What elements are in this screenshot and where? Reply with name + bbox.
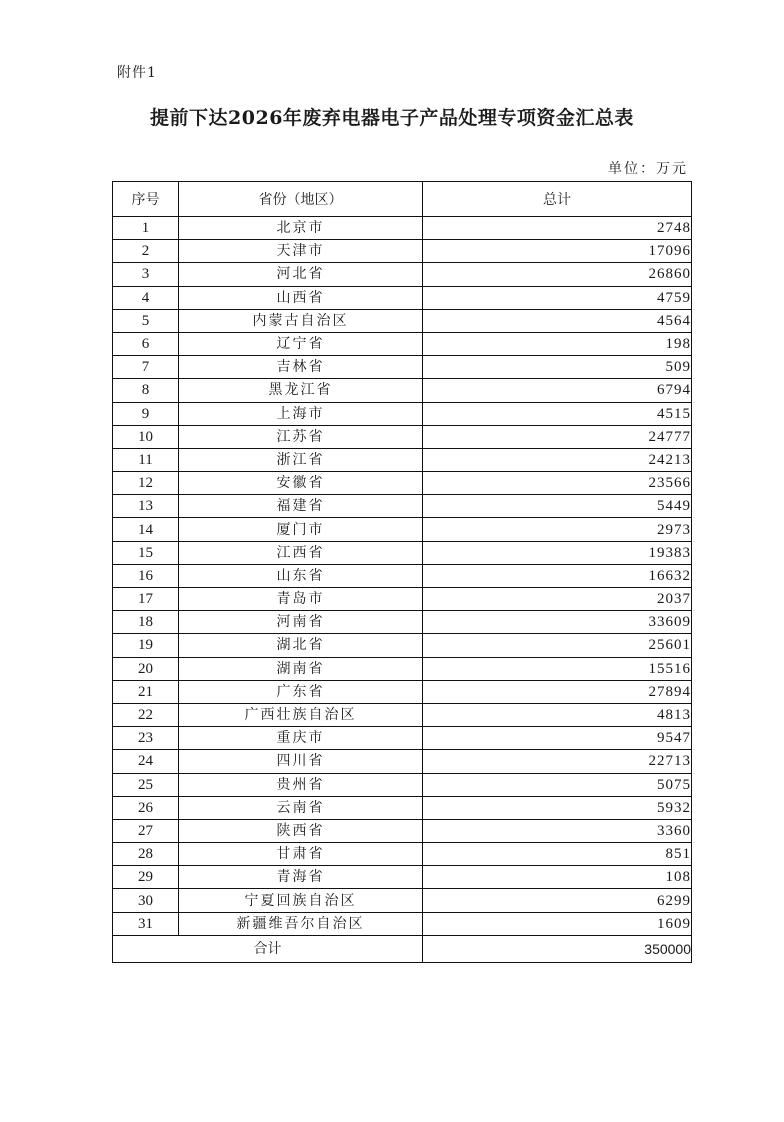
row-region: 山西省 <box>179 286 423 309</box>
table-row <box>113 727 692 750</box>
row-index: 8 <box>113 379 179 402</box>
row-region: 湖南省 <box>179 657 423 680</box>
table-row <box>113 796 692 819</box>
table-row <box>113 240 692 263</box>
row-total: 509 <box>423 356 692 379</box>
row-index: 18 <box>113 611 179 634</box>
row-total: 1609 <box>423 912 692 935</box>
row-region: 山东省 <box>179 564 423 587</box>
row-total: 108 <box>423 866 692 889</box>
row-index: 14 <box>113 518 179 541</box>
row-total: 198 <box>423 332 692 355</box>
row-total: 15516 <box>423 657 692 680</box>
row-index: 13 <box>113 495 179 518</box>
row-index: 7 <box>113 356 179 379</box>
table-row <box>113 379 692 402</box>
row-index: 10 <box>113 425 179 448</box>
table-row <box>113 286 692 309</box>
table-row <box>113 402 692 425</box>
row-index: 11 <box>113 448 179 471</box>
row-region: 河南省 <box>179 611 423 634</box>
table-row <box>113 750 692 773</box>
table-row <box>113 773 692 796</box>
row-region: 甘肃省 <box>179 843 423 866</box>
table-row <box>113 541 692 564</box>
row-region: 四川省 <box>179 750 423 773</box>
table-row <box>113 425 692 448</box>
unit-label: 单位：万元 <box>608 161 688 177</box>
table-row <box>113 332 692 355</box>
row-total: 2748 <box>423 217 692 240</box>
row-region: 浙江省 <box>179 448 423 471</box>
row-total: 25601 <box>423 634 692 657</box>
table-row <box>113 356 692 379</box>
row-total: 851 <box>423 843 692 866</box>
row-index: 5 <box>113 309 179 332</box>
row-total: 5449 <box>423 495 692 518</box>
row-index: 28 <box>113 843 179 866</box>
row-index: 17 <box>113 588 179 611</box>
header-region: 省份（地区） <box>179 182 423 217</box>
row-region: 厦门市 <box>179 518 423 541</box>
row-total: 3360 <box>423 819 692 842</box>
total-value: 350000 <box>423 935 692 962</box>
table-row <box>113 680 692 703</box>
row-region: 上海市 <box>179 402 423 425</box>
row-total: 2037 <box>423 588 692 611</box>
table-row <box>113 217 692 240</box>
table-header-row <box>113 182 692 217</box>
table-row <box>113 889 692 912</box>
table-row <box>113 866 692 889</box>
row-region: 广西壮族自治区 <box>179 703 423 726</box>
attachment-label: 附件1 <box>117 65 157 81</box>
row-total: 33609 <box>423 611 692 634</box>
row-region: 重庆市 <box>179 727 423 750</box>
table-row <box>113 263 692 286</box>
row-index: 29 <box>113 866 179 889</box>
row-total: 4564 <box>423 309 692 332</box>
row-index: 1 <box>113 217 179 240</box>
table-row <box>113 657 692 680</box>
row-region: 贵州省 <box>179 773 423 796</box>
total-row <box>113 935 692 962</box>
row-total: 24777 <box>423 425 692 448</box>
table-row <box>113 843 692 866</box>
row-index: 26 <box>113 796 179 819</box>
table-row <box>113 564 692 587</box>
row-total: 27894 <box>423 680 692 703</box>
table-row <box>113 703 692 726</box>
row-index: 30 <box>113 889 179 912</box>
table-row <box>113 518 692 541</box>
row-region: 湖北省 <box>179 634 423 657</box>
document-title: 提前下达2026年废弃电器电子产品处理专项资金汇总表 <box>150 107 634 129</box>
table-row <box>113 588 692 611</box>
funding-summary-table <box>112 181 692 963</box>
row-index: 22 <box>113 703 179 726</box>
row-region: 天津市 <box>179 240 423 263</box>
row-index: 2 <box>113 240 179 263</box>
row-region: 云南省 <box>179 796 423 819</box>
row-region: 青岛市 <box>179 588 423 611</box>
row-total: 22713 <box>423 750 692 773</box>
row-index: 4 <box>113 286 179 309</box>
row-region: 辽宁省 <box>179 332 423 355</box>
row-region: 北京市 <box>179 217 423 240</box>
row-region: 安徽省 <box>179 472 423 495</box>
total-label: 合计 <box>113 935 423 962</box>
row-index: 16 <box>113 564 179 587</box>
row-total: 5932 <box>423 796 692 819</box>
row-total: 26860 <box>423 263 692 286</box>
row-region: 陕西省 <box>179 819 423 842</box>
row-total: 4515 <box>423 402 692 425</box>
row-region: 吉林省 <box>179 356 423 379</box>
row-total: 16632 <box>423 564 692 587</box>
row-index: 3 <box>113 263 179 286</box>
row-region: 青海省 <box>179 866 423 889</box>
row-index: 31 <box>113 912 179 935</box>
row-region: 江苏省 <box>179 425 423 448</box>
row-region: 福建省 <box>179 495 423 518</box>
table-row <box>113 819 692 842</box>
row-total: 9547 <box>423 727 692 750</box>
header-total: 总计 <box>423 182 692 217</box>
row-index: 15 <box>113 541 179 564</box>
table-row <box>113 448 692 471</box>
row-index: 20 <box>113 657 179 680</box>
row-region: 广东省 <box>179 680 423 703</box>
table-row <box>113 495 692 518</box>
table-row <box>113 611 692 634</box>
row-index: 21 <box>113 680 179 703</box>
row-total: 17096 <box>423 240 692 263</box>
row-index: 6 <box>113 332 179 355</box>
row-total: 4813 <box>423 703 692 726</box>
table-row <box>113 472 692 495</box>
row-region: 宁夏回族自治区 <box>179 889 423 912</box>
row-index: 19 <box>113 634 179 657</box>
row-index: 23 <box>113 727 179 750</box>
table-row <box>113 634 692 657</box>
row-region: 黑龙江省 <box>179 379 423 402</box>
row-total: 4759 <box>423 286 692 309</box>
row-region: 河北省 <box>179 263 423 286</box>
row-total: 23566 <box>423 472 692 495</box>
row-index: 27 <box>113 819 179 842</box>
header-index: 序号 <box>113 182 179 217</box>
row-total: 6299 <box>423 889 692 912</box>
row-index: 24 <box>113 750 179 773</box>
table-row <box>113 309 692 332</box>
row-total: 2973 <box>423 518 692 541</box>
row-region: 新疆维吾尔自治区 <box>179 912 423 935</box>
row-index: 12 <box>113 472 179 495</box>
row-region: 内蒙古自治区 <box>179 309 423 332</box>
row-total: 6794 <box>423 379 692 402</box>
row-total: 24213 <box>423 448 692 471</box>
row-index: 25 <box>113 773 179 796</box>
row-index: 9 <box>113 402 179 425</box>
table-row <box>113 912 692 935</box>
row-region: 江西省 <box>179 541 423 564</box>
row-total: 19383 <box>423 541 692 564</box>
row-total: 5075 <box>423 773 692 796</box>
